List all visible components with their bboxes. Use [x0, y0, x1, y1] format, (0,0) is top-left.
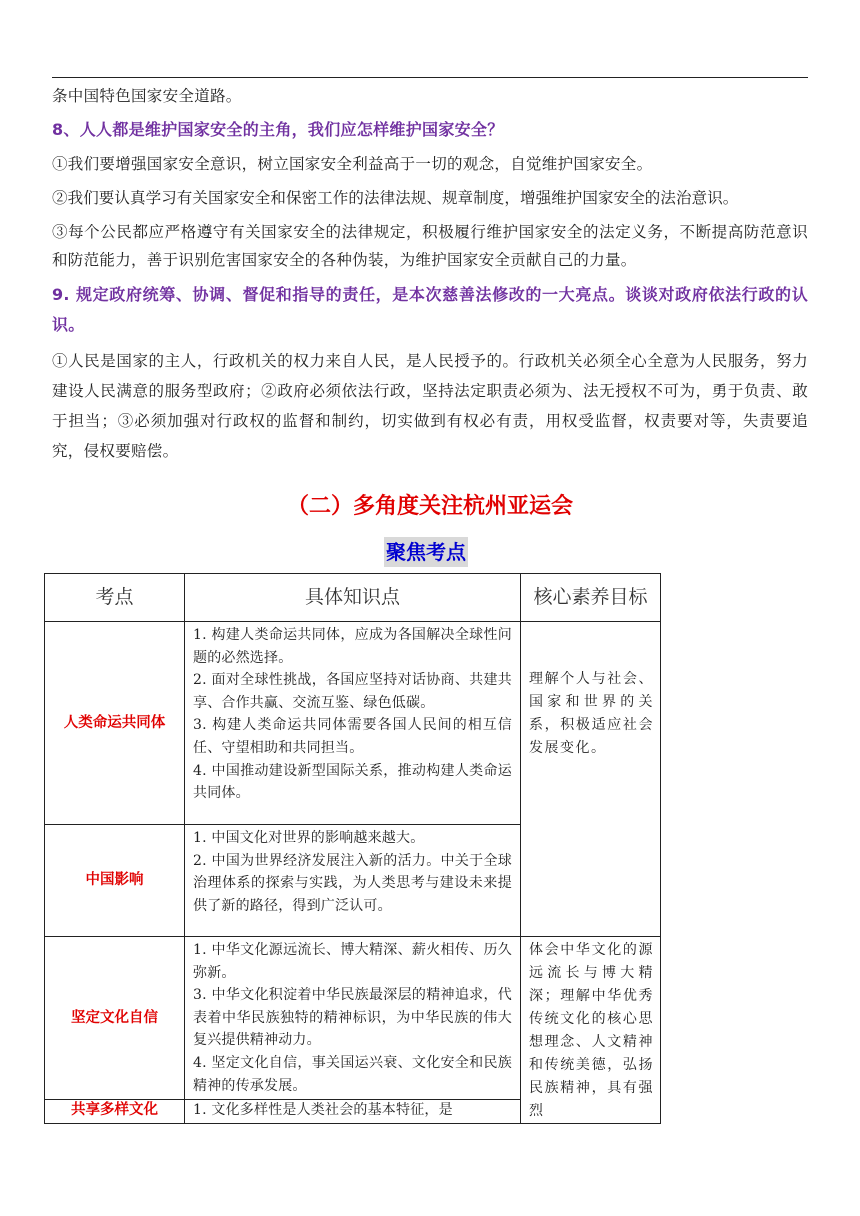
- paragraph: 条中国特色国家安全道路。: [52, 87, 242, 105]
- table-row: [45, 622, 661, 825]
- question-8: 8、人人都是维护国家安全的主角，我们应怎样维护国家安全？: [52, 120, 504, 139]
- point: 1. 文化多样性是人类社会的基本特征，是: [193, 1102, 453, 1119]
- table-row: [45, 937, 661, 1100]
- table-header-row: [45, 574, 661, 622]
- topic-cell: 共享多样文化: [45, 1100, 185, 1124]
- focus-title: 聚焦考点: [384, 537, 468, 567]
- document-body: [52, 82, 808, 472]
- answer-8-1: ①我们要增强国家安全意识，树立国家安全利益高于一切的观念，自觉维护国家安全。: [52, 155, 653, 173]
- point: 3. 中华文化积淀着中华民族最深层的精神追求，代表着中华民族独特的精神标识，为中华民族的伟大复兴提供精神动力。: [193, 987, 512, 1049]
- knowledge-table: [44, 573, 661, 1124]
- point: 1. 构建人类命运共同体，应成为各国解决全球性问题的必然选择。: [193, 627, 512, 666]
- question-9: 9. 规定政府统筹、协调、督促和指导的责任，是本次慈善法修改的一大亮点。谈谈对政府依法行政的认识。: [52, 285, 808, 334]
- answer-8-2: ②我们要认真学习有关国家安全和保密工作的法律法规、规章制度，增强维护国家安全的法治意识。: [52, 189, 739, 207]
- answer-8-3: ③每个公民都应严格遵守有关国家安全的法律规定，积极履行维护国家安全的法定义务，不断提高防范意识和防范能力，善于识别危害国家安全的各种伪装，为维护国家安全贡献自己的力量。: [52, 223, 808, 269]
- point: 4. 坚定文化自信，事关国运兴衰、文化安全和民族精神的传承发展。: [193, 1054, 512, 1094]
- goal-cell: 体会中华文化的源远流长与博大精深；理解中华优秀传统文化的核心思想理念、人文精神和传统美德，弘扬民族精神，具有强烈: [521, 937, 661, 1124]
- points-cell: [185, 622, 521, 825]
- section-title: （二）多角度关注杭州亚运会: [286, 494, 573, 519]
- points-cell: [185, 825, 521, 937]
- topic-cell: 坚定文化自信: [45, 937, 185, 1100]
- points-cell: [185, 937, 521, 1100]
- header-points: 具体知识点: [185, 574, 521, 622]
- header-rule: [52, 77, 808, 78]
- point: 1. 中华文化源远流长、博大精深、薪火相传、历久弥新。: [193, 942, 512, 981]
- header-topic: 考点: [45, 574, 185, 622]
- point: 4. 中国推动建设新型国际关系，推动构建人类命运共同体。: [193, 762, 512, 802]
- topic-cell: 人类命运共同体: [45, 622, 185, 825]
- topic-cell: 中国影响: [45, 825, 185, 937]
- point: 3. 构建人类命运共同体需要各国人民间的相互信任、守望相助和共同担当。: [193, 717, 512, 756]
- header-goal: 核心素养目标: [521, 574, 661, 622]
- goal-cell: 理解个人与社会、国家和世界的关系，积极适应社会发展变化。: [521, 622, 661, 937]
- answer-9: ①人民是国家的主人，行政机关的权力来自人民，是人民授予的。行政机关必须全心全意为人民服务，努力建设人民满意的服务型政府；②政府必须依法行政，坚持法定职责必须为、法无授权不可为，勇于负责、敢于担当；③必须加强对行政权的监督和制约，切实做到有权必有责，用权受监督，权责要对等，失责要追究，侵权要赔偿。: [52, 352, 808, 460]
- points-cell: [185, 1100, 521, 1124]
- point: 1. 中国文化对世界的影响越来越大。: [193, 830, 425, 846]
- point: 2. 中国为世界经济发展注入新的活力。中关于全球治理体系的探索与实践，为人类思考与建设未来提供了新的路径，得到广泛认可。: [193, 852, 512, 914]
- point: 2. 面对全球性挑战，各国应坚持对话协商、共建共享、合作共赢、交流互鉴、绿色低碳。: [193, 672, 512, 711]
